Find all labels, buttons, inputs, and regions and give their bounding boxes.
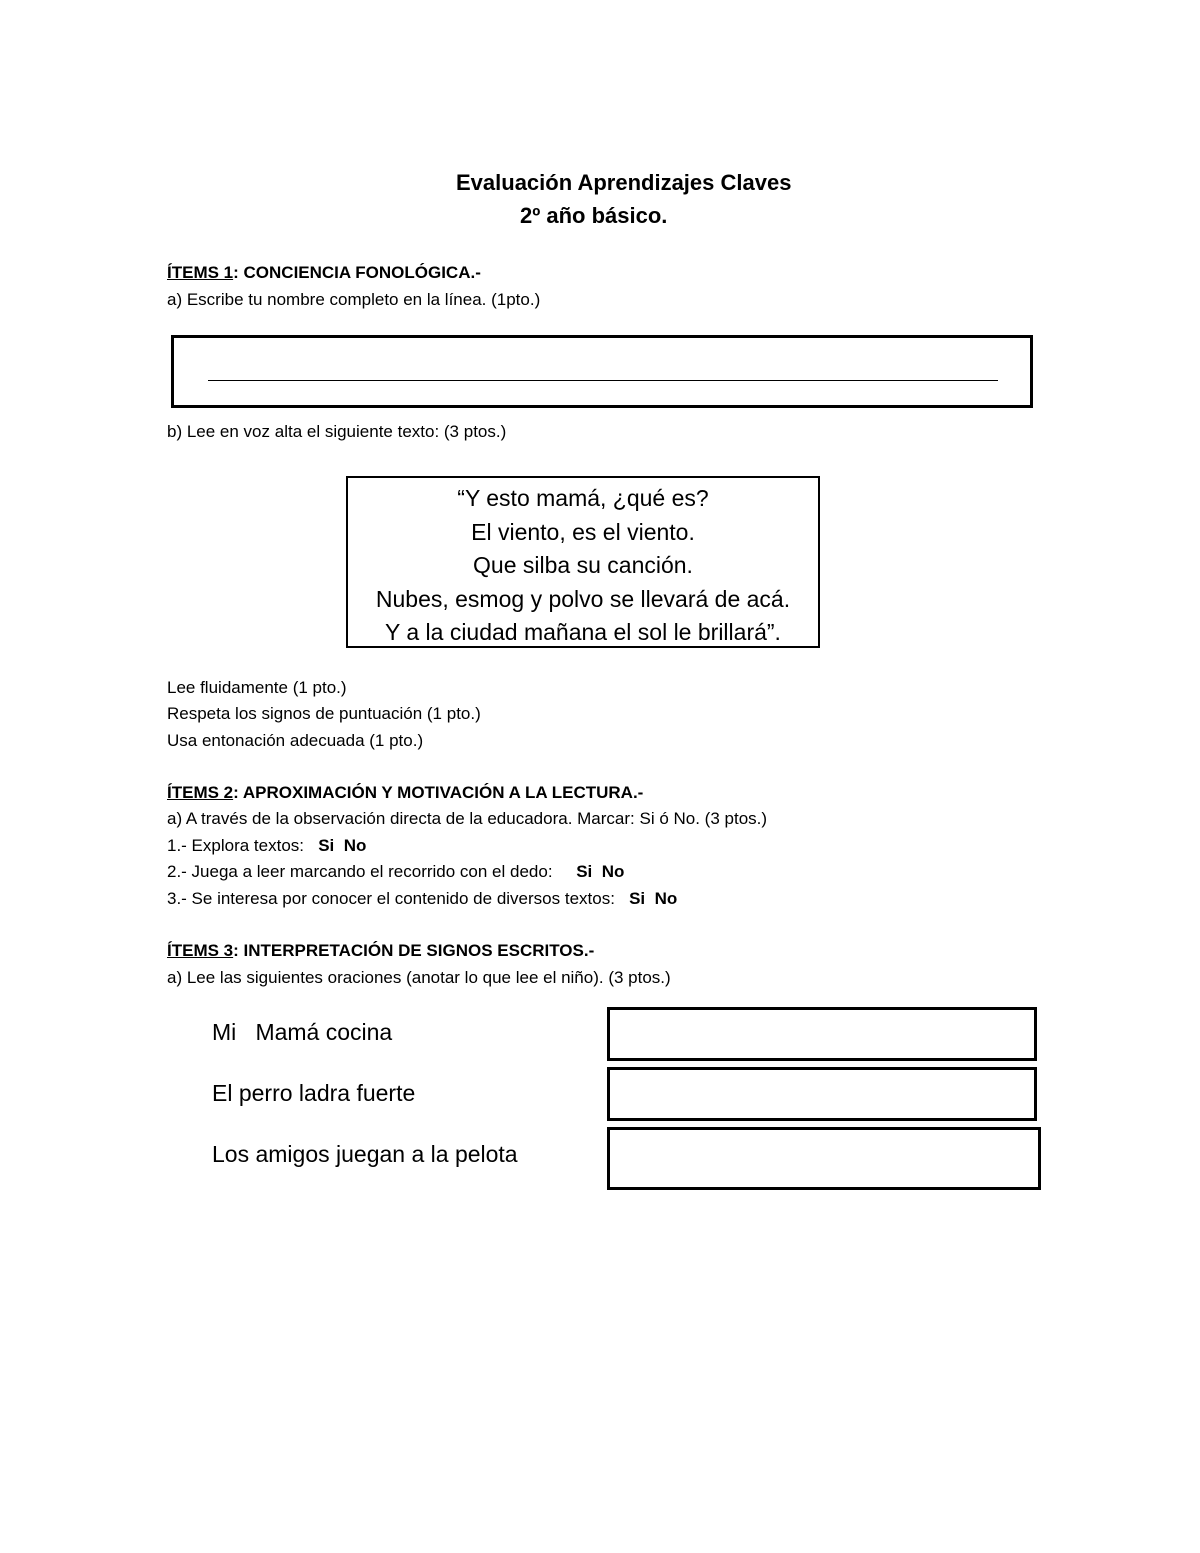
item3-heading-label: ÍTEMS 3 bbox=[167, 941, 234, 960]
item3-heading-rest: : INTERPRETACIÓN DE SIGNOS ESCRITOS.- bbox=[233, 941, 595, 960]
poem-line: El viento, es el viento. bbox=[471, 518, 695, 545]
criterion: Lee fluidamente (1 pto.) bbox=[167, 678, 347, 697]
poem-line: Nubes, esmog y polvo se llevará de acá. bbox=[375, 585, 791, 612]
name-write-line[interactable] bbox=[208, 380, 998, 381]
question-text: 2.- Juega a leer marcando el recorrido con el dedo: bbox=[167, 862, 553, 881]
no-option[interactable]: No bbox=[654, 889, 678, 908]
name-answer-box[interactable] bbox=[171, 335, 1033, 408]
page-subtitle: 2º año básico. bbox=[520, 203, 668, 228]
question-row bbox=[167, 862, 624, 882]
no-option[interactable]: No bbox=[601, 862, 625, 881]
sentence: Mi Mamá cocina bbox=[212, 1019, 393, 1045]
item1-b-instruction: b) Lee en voz alta el siguiente texto: (3 ptos.) bbox=[167, 422, 507, 441]
item3-a-instruction: a) Lee las siguientes oraciones (anotar lo que lee el niño). (3 ptos.) bbox=[167, 968, 671, 987]
poem-box bbox=[346, 476, 820, 648]
sentence: Los amigos juegan a la pelota bbox=[212, 1141, 518, 1167]
item1-heading bbox=[167, 263, 481, 283]
question-text: 1.- Explora textos: bbox=[167, 836, 305, 855]
sentence: El perro ladra fuerte bbox=[212, 1080, 416, 1106]
si-option[interactable]: Si bbox=[318, 836, 335, 855]
item2-heading-label: ÍTEMS 2 bbox=[167, 783, 234, 802]
item1-a-instruction: a) Escribe tu nombre completo en la línea. (1pto.) bbox=[167, 290, 541, 309]
item1-heading-label: ÍTEMS 1 bbox=[167, 263, 234, 282]
no-option[interactable]: No bbox=[343, 836, 367, 855]
sentence-answer-box[interactable] bbox=[607, 1007, 1037, 1061]
item1-heading-rest: : CONCIENCIA FONOLÓGICA.- bbox=[233, 263, 481, 282]
question-row bbox=[167, 889, 677, 909]
item2-heading bbox=[167, 783, 643, 803]
poem-line: Que silba su canción. bbox=[473, 552, 693, 578]
question-text: 3.- Se interesa por conocer el contenido de diversos textos: bbox=[167, 889, 615, 908]
question-row bbox=[167, 836, 366, 856]
sentence-answer-box[interactable] bbox=[607, 1127, 1041, 1190]
item2-a-instruction: a) A través de la observación directa de la educadora. Marcar: Si ó No. (3 ptos.) bbox=[167, 809, 768, 828]
poem-line: Y a la ciudad mañana el sol le brillará”. bbox=[385, 619, 781, 645]
si-option[interactable]: Si bbox=[576, 862, 593, 881]
si-option[interactable]: Si bbox=[629, 889, 646, 908]
sentence-answer-box[interactable] bbox=[607, 1067, 1037, 1121]
poem-line: “Y esto mamá, ¿qué es? bbox=[457, 485, 709, 511]
criterion: Usa entonación adecuada (1 pto.) bbox=[167, 731, 424, 750]
item2-heading-rest: : APROXIMACIÓN Y MOTIVACIÓN A LA LECTURA.- bbox=[233, 783, 644, 802]
criterion: Respeta los signos de puntuación (1 pto.) bbox=[167, 704, 481, 723]
page-title: Evaluación Aprendizajes Claves bbox=[456, 170, 792, 195]
item3-heading bbox=[167, 941, 594, 961]
